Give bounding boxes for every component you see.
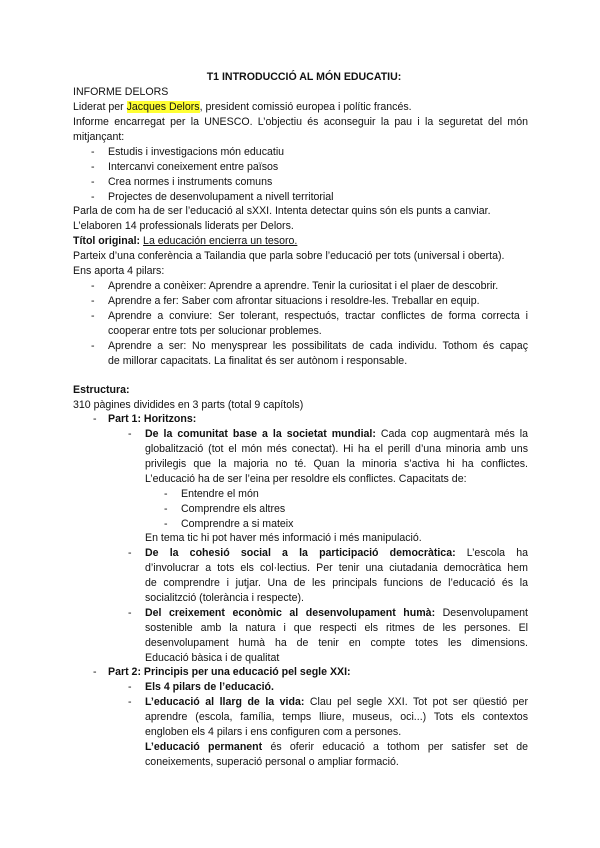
liderat-post: , president comissió europea i polític francés. [199, 101, 412, 113]
p1c-text: Desenvolupament [435, 607, 528, 619]
highlighted-name: Jacques Delors [126, 101, 200, 113]
p1c-line-4: Educació bàsica i de qualitat [145, 652, 280, 664]
p2b-text: Clau pel segle XXI. Tot pot ser qüestió per [304, 696, 528, 708]
dash-bullet: - [91, 146, 95, 158]
p1c-line-2: sostenible amb la natura i que respecti els ritmes de les persones. El [145, 622, 528, 634]
dash-bullet: - [128, 607, 132, 619]
informe-heading: INFORME DELORS [73, 86, 169, 98]
dash-bullet: - [164, 518, 168, 530]
list-item: Estudis i investigacions món educatiu [108, 146, 285, 158]
estructura-line: 310 pàgines dividides en 3 parts (total 9 capítols) [73, 399, 304, 411]
dash-bullet: - [128, 547, 132, 559]
p2c-text: és oferir educació a tothom per satisfer set de [262, 741, 528, 753]
p2c-line-1 [145, 740, 528, 755]
p1a-line-2: globalització (tot el món més conectat). Hi ha el perill d’una minoria amb uns [145, 443, 528, 455]
dash-bullet: - [128, 428, 132, 440]
dash-bullet: - [91, 310, 95, 322]
list-item: Projectes de desenvolupament a nivell territorial [108, 191, 334, 203]
pilar-item: Aprendre a fer: Saber com afrontar situacions i resoldre-les. Treballar en equip. [108, 295, 480, 307]
p1a-after: En tema tic hi pot haver més informació i més manipulació. [145, 532, 422, 544]
p1a-text: Cada cop augmentarà més la [375, 428, 528, 440]
p1b-bold: De la cohesió social a la participació democràtica: [145, 547, 456, 559]
pilar-item: Aprendre a conviure: Ser tolerant, respectuós, tractar conflictes de forma correcta i [108, 310, 528, 322]
parla-line: Parla de com ha de ser l’educació al sXXI. Intenta detectar quins són els punts a canviar. [73, 205, 491, 217]
dash-bullet: - [128, 681, 132, 693]
part2-heading: Part 2: Principis per una educació pel segle XXI: [108, 666, 351, 678]
dash-bullet: - [91, 161, 95, 173]
p2a-bold: Els 4 pilars de l’educació. [145, 681, 274, 693]
part1-heading: Part 1: Horitzons: [108, 413, 197, 425]
dash-bullet: - [91, 280, 95, 292]
p1c-line-1 [145, 606, 528, 621]
pilar-item-cont: cooperar entre tots per solucionar problemes. [108, 325, 322, 337]
p1c-bold: Del creixement econòmic al desenvolupament humà: [145, 607, 436, 619]
p1c-line-3: desenvolupament humà ha de tenir en compte totes les dimensions. [145, 637, 528, 649]
p2c-bold: L’educació permanent [145, 741, 263, 753]
capacitat-item: Entendre el món [181, 488, 259, 500]
parteix-line: Parteix d’una conferència a Tailandia que parla sobre l’educació per tots (universal i oberta). [73, 250, 505, 262]
liderat-pre: Liderat per [73, 101, 127, 113]
p2b-line-1 [145, 695, 528, 710]
titol-label: Títol original: [73, 235, 141, 247]
dash-bullet: - [91, 176, 95, 188]
p1b-line-1 [145, 546, 528, 561]
p1b-line-3: de comprendre i jutjar. Una de les principals funcions de l’educació és la [145, 577, 528, 589]
estructura-heading: Estructura: [73, 384, 130, 396]
capacitat-item: Comprendre a si mateix [181, 518, 294, 530]
p2b-line-3: engloben els 4 pilars i ens configuren com a persones. [145, 726, 402, 738]
aporta-line: Ens aporta 4 pilars: [73, 265, 165, 277]
liderat-line [73, 100, 412, 115]
elaboren-line: L’elaboren 14 professionals liderats per Delors. [73, 220, 294, 232]
p1a-line-3: privilegis que la majoria no té. Quan la minoria s’activa hi ha conflictes. [145, 458, 528, 470]
capacitat-item: Comprendre els altres [181, 503, 286, 515]
p1a-bold: De la comunitat base a la societat mundial: [145, 428, 376, 440]
pilar-item: Aprendre a conèixer: Aprendre a aprendre. Tenir la curiositat i el plaer de descobrir. [108, 280, 499, 292]
p1b-text: L’escola ha [455, 547, 528, 559]
titol-line [73, 234, 297, 249]
dash-bullet: - [91, 340, 95, 352]
dash-bullet: - [91, 295, 95, 307]
p1a-line-1 [145, 427, 528, 442]
dash-bullet: - [91, 191, 95, 203]
p2b-line-2: aprendre (escola, família, temps lliure, museus, oci...) Tots els contextos [145, 711, 528, 723]
list-item: Crea normes i instruments comuns [108, 176, 273, 188]
list-item: Intercanvi coneixement entre països [108, 161, 279, 173]
pilar-item: Aprendre a ser: No menysprear les possibilitats de cada individu. Tothom és capaç [108, 340, 528, 352]
titol-value: La educación encierra un tesoro. [143, 235, 298, 247]
dash-bullet: - [164, 488, 168, 500]
p1b-line-2: d’involucrar a tots els col·lectius. Per tenir una ciutadania democràtica hem [145, 562, 528, 574]
p2b-bold: L’educació al llarg de la vida: [145, 696, 305, 708]
informe-line-1: Informe encarregat per la UNESCO. L’objectiu és aconseguir la pau i la seguretat del món [73, 116, 528, 128]
informe-line-2: mitjançant: [73, 131, 125, 143]
p1b-line-4: socialitzció (tolerància i respecte). [145, 592, 304, 604]
dash-bullet: - [164, 503, 168, 515]
pilar-item-cont: de millorar capacitats. La finalitat és ser autònom i responsable. [108, 355, 408, 367]
dash-bullet: - [93, 413, 97, 425]
dash-bullet: - [93, 666, 97, 678]
dash-bullet: - [128, 696, 132, 708]
p2c-line-2: coneixements, superació personal o ampliar formació. [145, 756, 399, 768]
page-title: T1 INTRODUCCIÓ AL MÓN EDUCATIU: [206, 71, 402, 83]
p1a-line-4: L’educació ha de ser l’eina per resoldre els conflictes. Capacitats de: [145, 473, 467, 485]
